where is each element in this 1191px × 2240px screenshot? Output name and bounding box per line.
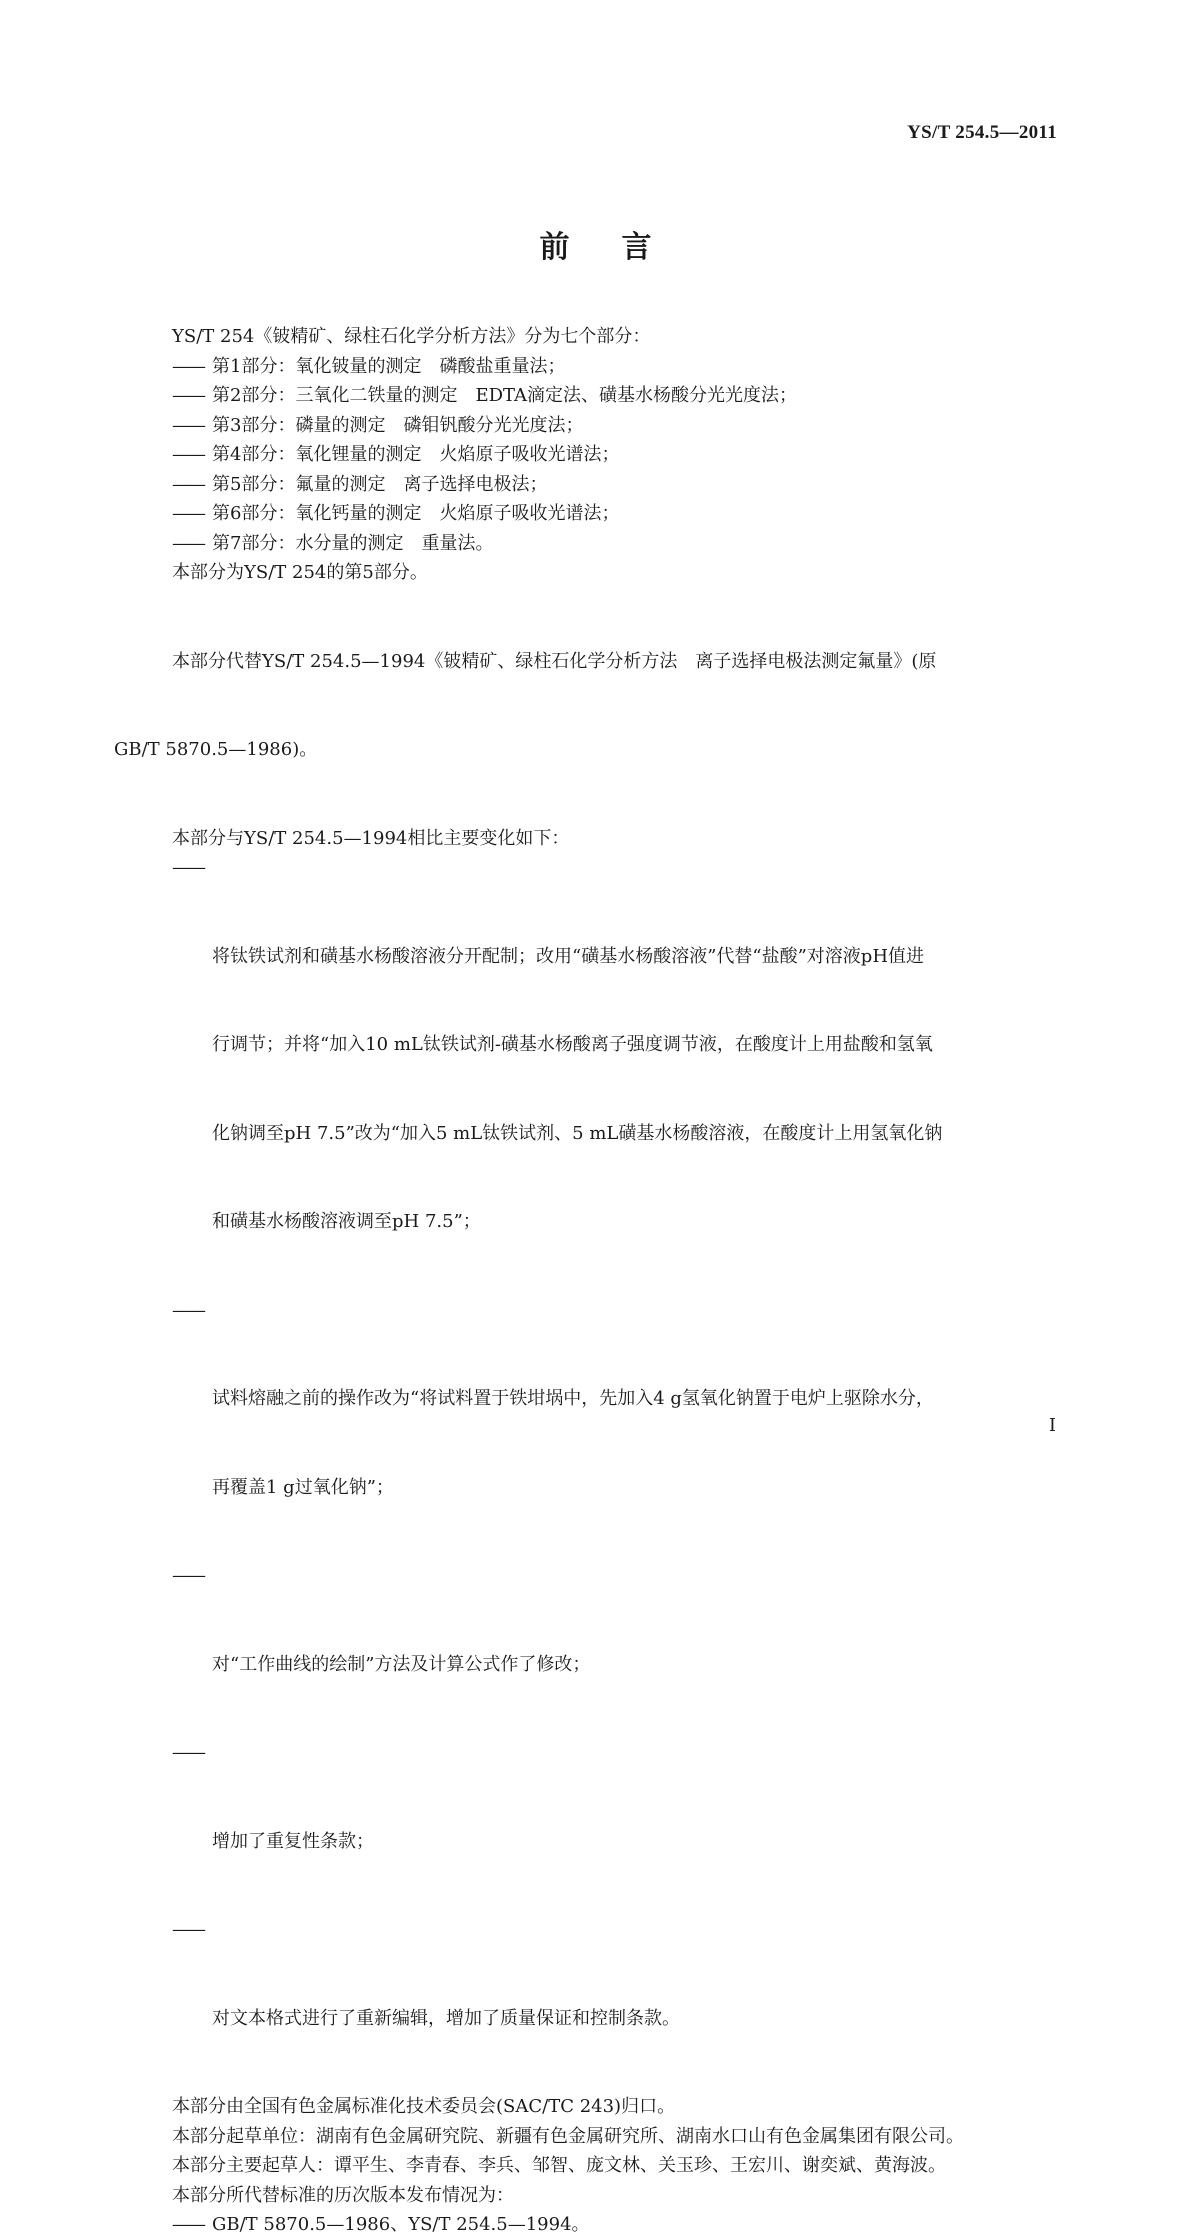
intro-paragraph: YS/T 254《铍精矿、绿柱石化学分析方法》分为七个部分：	[172, 326, 651, 347]
list-item-text: 第7部分：水分量的测定 重量法。	[212, 532, 494, 554]
replaces-line-2: GB/T 5870.5—1986)。	[114, 739, 318, 760]
dash-marker: ——	[172, 503, 204, 524]
standard-code: YS/T 254.5—2011	[907, 122, 1057, 143]
page-number: I	[1048, 1415, 1056, 1436]
dash-marker: ——	[172, 532, 204, 554]
list-item	[172, 440, 1060, 470]
list-item	[172, 411, 1060, 441]
list-item	[172, 529, 1060, 559]
history-intro-paragraph: 本部分所代替标准的历次版本发布情况为：	[172, 2184, 514, 2206]
this-part-paragraph: 本部分为YS/T 254的第5部分。	[172, 562, 428, 583]
list-item-continuation: 和磺基水杨酸溶液调至pH 7.5”；	[212, 1211, 481, 1232]
list-item	[172, 499, 1060, 529]
replaces-line-1: 本部分代替YS/T 254.5—1994《铍精矿、绿柱石化学分析方法 离子选择电极法测定氟量》(原	[172, 650, 937, 672]
dash-marker: ——	[172, 1742, 204, 1763]
list-item-text: GB/T 5870.5—1986、YS/T 254.5—1994。	[212, 2214, 590, 2235]
list-item-text: 试料熔融之前的操作改为“将试料置于铁坩埚中，先加入4 g氢氧化钠置于电炉上驱除水分，	[212, 1388, 934, 1409]
list-item	[172, 2210, 1060, 2240]
foreword-body	[114, 322, 1060, 2240]
list-item-text: 第1部分：氧化铍量的测定 磷酸盐重量法；	[212, 355, 566, 377]
list-item-continuation: 再覆盖1 g过氧化钠”；	[212, 1476, 394, 1498]
dash-marker: ——	[172, 473, 204, 495]
list-item-text: 对文本格式进行了重新编辑，增加了质量保证和控制条款。	[212, 2007, 680, 2029]
list-item	[172, 470, 1060, 500]
page-title: 前言	[539, 230, 704, 265]
dash-marker: ——	[172, 385, 204, 406]
drafters-paragraph: 本部分主要起草人：谭平生、李青春、李兵、邹智、庞文林、关玉珍、王宏川、谢奕斌、黄海波。	[172, 2155, 946, 2176]
list-item	[172, 1915, 1060, 2092]
list-item	[172, 853, 1060, 1296]
replaces-paragraph	[114, 588, 1060, 824]
drafting-units-paragraph: 本部分起草单位：湖南有色金属研究院、新疆有色金属研究所、湖南水口山有色金属集团有限公司。	[172, 2125, 964, 2147]
dash-marker: ——	[172, 355, 204, 377]
list-item	[172, 1296, 1060, 1562]
dash-marker: ——	[172, 1299, 204, 1321]
dash-marker: ——	[172, 1919, 204, 1940]
list-item-text: 增加了重复性条款；	[212, 1830, 374, 1852]
list-item-text: 将钛铁试剂和磺基水杨酸溶液分开配制；改用“磺基水杨酸溶液”代替“盐酸”对溶液pH值进	[212, 945, 925, 967]
dash-marker: ——	[172, 414, 204, 436]
proposed-by-paragraph: 本部分由全国有色金属标准化技术委员会(SAC/TC 243)归口。	[172, 2096, 676, 2117]
list-item-text: 第4部分：氧化锂量的测定 火焰原子吸收光谱法；	[212, 444, 620, 465]
list-item-continuation: 化钠调至pH 7.5”改为“加入5 mL钛铁试剂、5 mL磺基水杨酸溶液，在酸度计上用氢氧化钠	[212, 1122, 943, 1144]
changes-list	[172, 853, 1060, 2092]
list-item-text: 第5部分：氟量的测定 离子选择电极法；	[212, 473, 548, 495]
list-item	[172, 1561, 1060, 1738]
list-item-text: 第3部分：磷量的测定 磷钼钒酸分光光度法；	[212, 414, 584, 436]
parts-list	[172, 352, 1060, 559]
list-item	[172, 381, 1060, 411]
list-item-continuation: 行调节；并将“加入10 mL钛铁试剂-磺基水杨酸离子强度调节液，在酸度计上用盐酸和氢氧	[212, 1034, 933, 1055]
list-item	[172, 352, 1060, 382]
dash-marker: ——	[172, 444, 204, 465]
list-item-text: 第2部分：三氧化二铁量的测定 EDTA滴定法、磺基水杨酸分光光度法；	[212, 385, 798, 406]
list-item-text: 第6部分：氧化钙量的测定 火焰原子吸收光谱法；	[212, 503, 620, 524]
list-item-text: 对“工作曲线的绘制”方法及计算公式作了修改；	[212, 1653, 591, 1675]
dash-marker: ——	[172, 857, 204, 878]
dash-marker: ——	[172, 1565, 204, 1586]
dash-marker: ——	[172, 2214, 204, 2235]
history-list	[172, 2210, 1060, 2240]
list-item	[172, 1738, 1060, 1915]
changes-intro-paragraph: 本部分与YS/T 254.5—1994相比主要变化如下：	[172, 827, 570, 849]
